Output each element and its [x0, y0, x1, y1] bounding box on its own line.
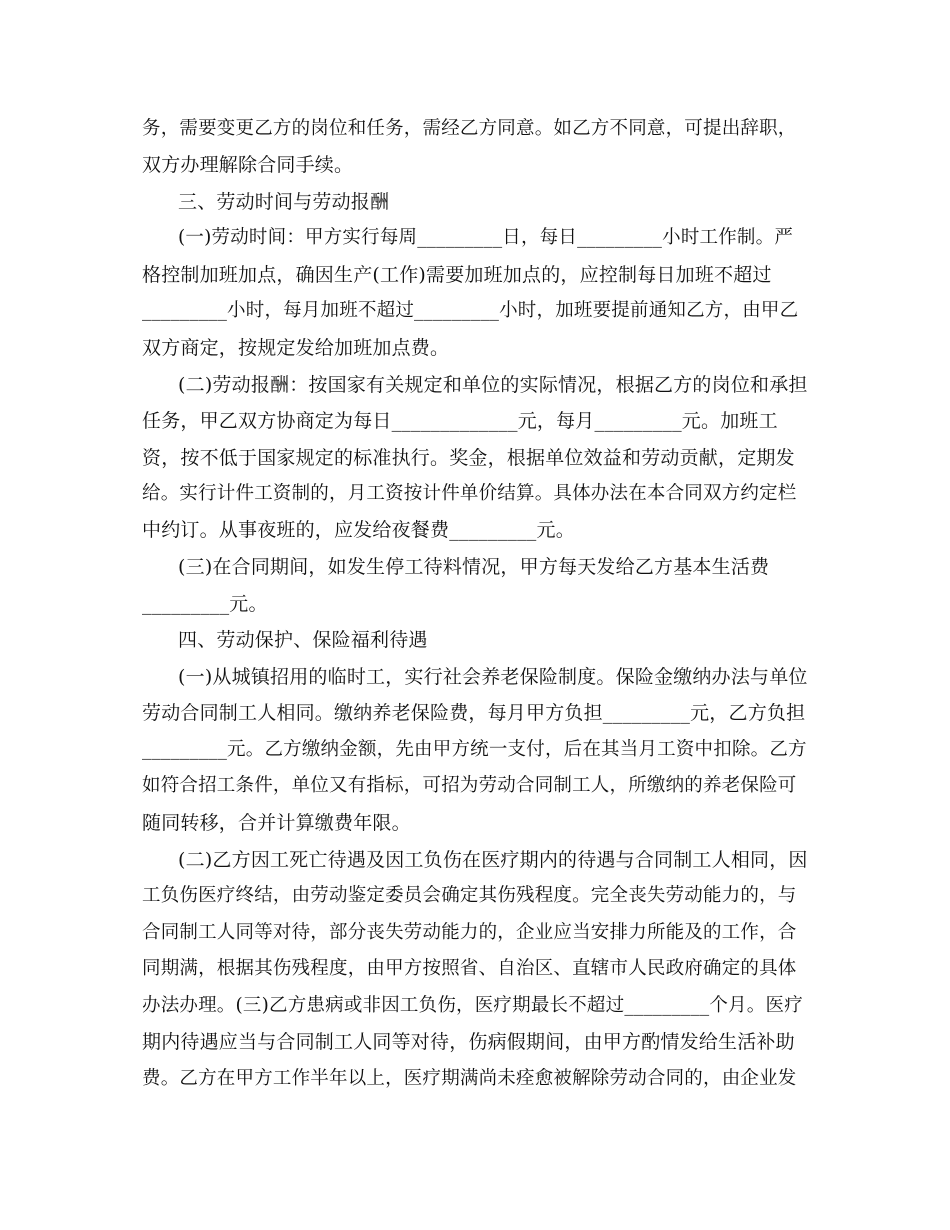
text-line: 期内待遇应当与合同制工人同等对待，伤病假期间，由甲方酌情发给生活补助: [142, 1031, 795, 1053]
text-line: 双方办理解除合同手续。: [142, 154, 354, 176]
text-line: _________元。乙方缴纳金额，先由甲方统一支付，后在其当月工资中扣除。乙方: [142, 739, 807, 760]
text-line: 合同制工人同等对待，部分丧失劳动能力的，企业应当安排力所能及的工作，合: [142, 922, 797, 943]
text-line: (三)在合同期间，如发生停工待料情况，甲方每天发给乙方基本生活费: [178, 556, 770, 578]
text-line: (二)劳动报酬：按国家有关规定和单位的实际情况，根据乙方的岗位和承担: [178, 374, 808, 396]
text-line: (二)乙方因工死亡待遇及因工负伤在医疗期内的待遇与合同制工人相同，因: [178, 849, 808, 871]
text-line: 工负伤医疗终结，由劳动鉴定委员会确定其伤残程度。完全丧失劳动能力的，与: [142, 885, 797, 906]
text-line: 务，需要变更乙方的岗位和任务，需经乙方同意。如乙方不同意，可提出辞职，: [142, 118, 797, 139]
text-line: 费。乙方在甲方工作半年以上，医疗期满尚未痊愈被解除劳动合同的，由企业发: [142, 1068, 797, 1089]
text-line: 资，按不低于国家规定的标准执行。奖金，根据单位效益和劳动贡献，定期发: [142, 447, 795, 469]
text-line: 如符合招工条件，单位又有指标，可招为劳动合同制工人，所缴纳的养老保险可: [142, 775, 797, 796]
text-line: 随同转移，合并计算缴费年限。: [142, 812, 411, 834]
text-line: 任务，甲乙双方协商定为每日_____________元，每月_________元。加班工: [142, 410, 778, 432]
section-heading: 三、劳动时间与劳动报酬: [178, 191, 390, 213]
text-line: 同期满，根据其伤残程度，由甲方按照省、自治区、直辖市人民政府确定的具体: [142, 958, 797, 979]
text-line: 办法办理。(三)乙方患病或非因工负伤，医疗期最长不超过_________个月。医疗: [142, 995, 803, 1016]
text-line: (一)劳动时间：甲方实行每周_________日，每日_________小时工作制。严: [178, 227, 794, 248]
text-line: 中约订。从事夜班的，应发给夜餐费_________元。: [142, 519, 575, 541]
section-heading: 四、劳动保护、保险福利待遇: [178, 629, 428, 651]
text-line: 劳动合同制工人相同。缴纳养老保险费，每月甲方负担_________元，乙方负担: [142, 702, 806, 724]
text-line: _________小时，每月加班不超过_________小时，加班要提前通知乙方，由甲乙: [142, 300, 799, 321]
text-line: 给。实行计件工资制的，月工资按计件单价结算。具体办法在本合同双方约定栏: [142, 483, 797, 504]
text-line: _________元。: [142, 593, 268, 615]
text-line: 双方商定，按规定发给加班加点费。: [142, 337, 450, 359]
text-line: (一)从城镇招用的临时工，实行社会养老保险制度。保险金缴纳办法与单位: [178, 666, 808, 688]
text-line: 格控制加班加点，确因生产(工作)需要加班加点的，应控制每日加班不超过: [142, 264, 772, 286]
